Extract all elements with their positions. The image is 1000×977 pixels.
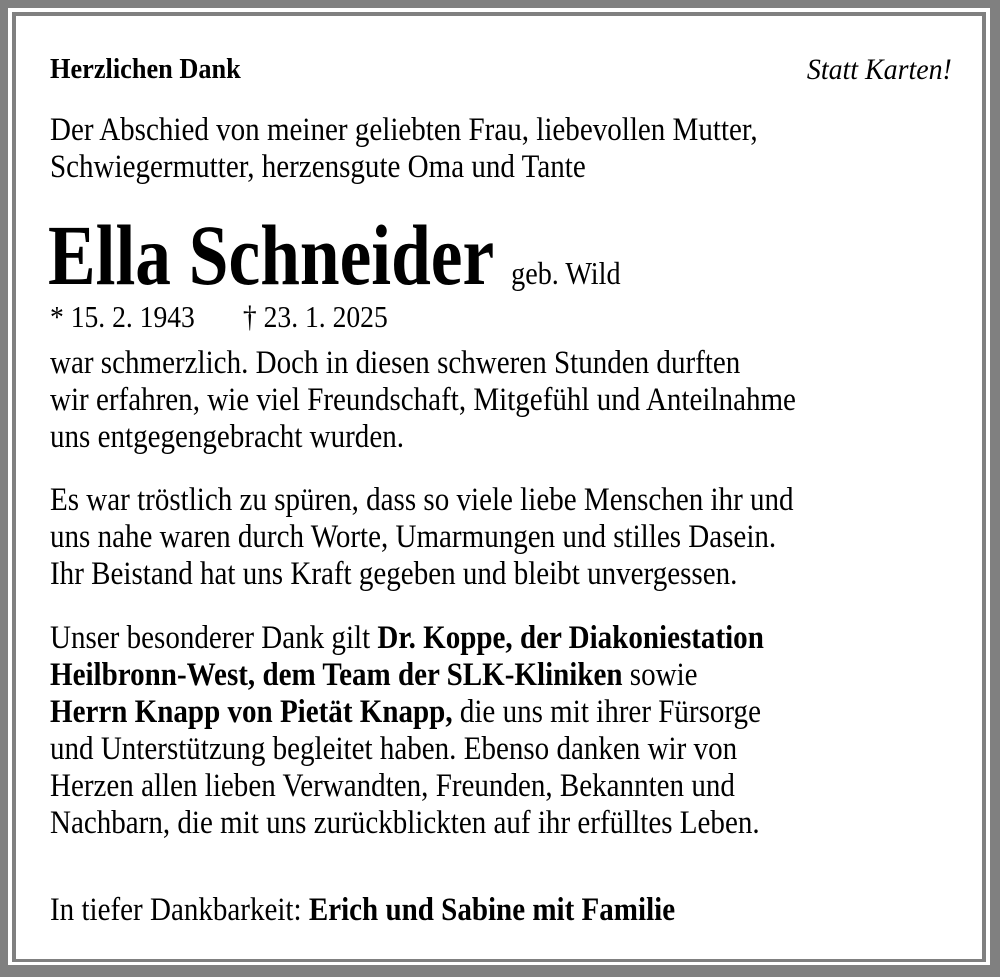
thanks-recipients-2: Heilbronn-West, dem Team der SLK-Kliniken [50, 657, 623, 693]
para2-line-2: uns nahe waren durch Worte, Umarmungen und stilles Dasein. [50, 519, 777, 555]
life-dates [50, 300, 388, 334]
signature-names: Erich und Sabine mit Familie [308, 892, 676, 928]
para2-line-1: Es war tröstlich zu spüren, dass so viele liebe Menschen ihr und [50, 482, 794, 518]
thanks-continuation: die uns mit ihrer Fürsorge [452, 694, 761, 730]
signature-line [50, 892, 675, 928]
intro-line-2: Schwiegermutter, herzensgute Oma und Tante [50, 149, 586, 185]
para3-line-3 [50, 694, 761, 730]
dagger-icon: † [242, 299, 257, 334]
died-date: 23. 1. 2025 [263, 299, 388, 334]
thanks-connector: sowie [622, 657, 698, 693]
intro-line-1: Der Abschied von meiner geliebten Frau, liebevollen Mutter, [50, 112, 758, 148]
maiden-name: geb. Wild [510, 255, 621, 291]
para1-line-1: war schmerzlich. Doch in diesen schweren Stunden durften [50, 345, 741, 381]
para1-line-2: wir erfahren, wie viel Freundschaft, Mitgefühl und Anteilnahme [50, 382, 796, 418]
para3-line-4: und Unterstützung begleitet haben. Ebenso danken wir von [50, 731, 738, 767]
thanks-recipients-3: Herrn Knapp von Pietät Knapp, [50, 694, 453, 730]
signature-prefix: In tiefer Dankbarkeit: [50, 892, 309, 928]
statt-karten-label: Statt Karten! [807, 53, 952, 86]
para3-line-5: Herzen allen lieben Verwandten, Freunden, Bekannten und [50, 768, 735, 804]
notice-heading: Herzlichen Dank [50, 54, 241, 85]
para3-line-1 [50, 620, 764, 656]
para3-line-6: Nachbarn, die mit uns zurückblickten auf ihr erfülltes Leben. [50, 805, 760, 841]
para1-line-3: uns entgegengebracht wurden. [50, 419, 405, 455]
born-symbol: * [50, 299, 64, 334]
thanks-recipients-1: Dr. Koppe, der Diakoniestation [377, 620, 764, 656]
born-date: 15. 2. 1943 [70, 299, 195, 334]
para3-line-2 [50, 657, 698, 693]
notice-page [16, 16, 982, 959]
para2-line-3: Ihr Beistand hat uns Kraft gegeben und bleibt unvergessen. [50, 556, 738, 592]
thanks-intro-text: Unser besonderer Dank gilt [50, 620, 378, 656]
deceased-name: Ella Schneider [48, 207, 495, 303]
